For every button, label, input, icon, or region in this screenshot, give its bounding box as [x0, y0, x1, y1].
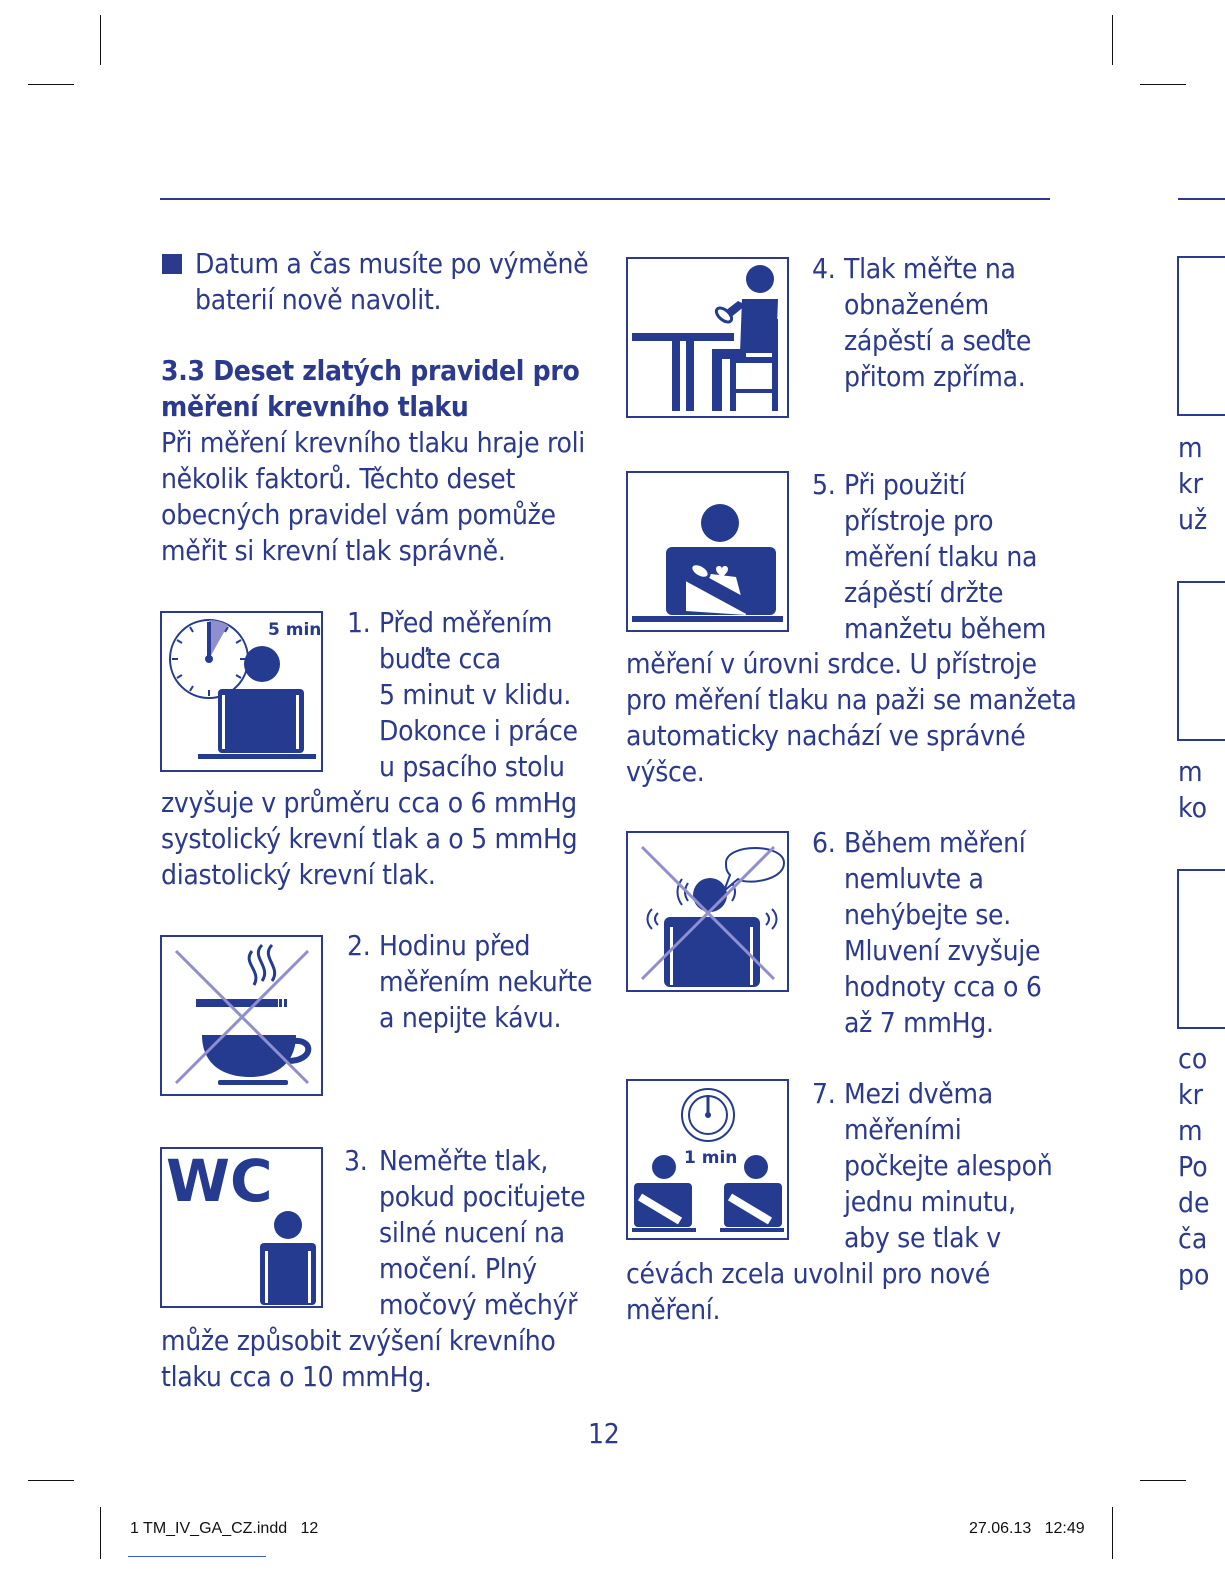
slug-filename: 1 TM_IV_GA_CZ.indd 12 — [130, 1520, 319, 1537]
text-line: Hodinu před — [379, 929, 531, 962]
text-line: Neměřte tlak, — [379, 1144, 549, 1177]
text-line: jednu minutu, — [844, 1185, 1016, 1218]
text-line: Dokonce i práce — [379, 714, 578, 747]
text-line: automaticky nachází ve správné — [626, 719, 1026, 752]
next-page-box — [1177, 256, 1225, 416]
crop-mark — [28, 1480, 74, 1481]
rule-5 — [812, 467, 1046, 647]
rule-1-continuation — [161, 785, 577, 893]
text-line: silné nucení na — [379, 1216, 565, 1249]
text-line: tlaku cca o 10 mmHg. — [161, 1360, 432, 1393]
next-page-box — [1177, 581, 1225, 741]
text-line: nehýbejte se. — [844, 898, 1011, 931]
text-line: Mezi dvěma — [844, 1077, 993, 1110]
text-line: ča — [1178, 1222, 1208, 1255]
text-line: m — [1178, 755, 1203, 788]
text-line: ko — [1178, 791, 1207, 824]
text-line: systolický krevní tlak a o 5 mmHg — [161, 822, 578, 855]
rule-number: 6. — [812, 826, 836, 859]
no-talking-moving-icon — [626, 831, 789, 992]
heading-line: 3.3 Deset zlatých pravidel pro — [161, 354, 580, 387]
text-line: zápěstí a seďte — [844, 324, 1032, 357]
text-line: zvyšuje v průměru cca o 6 mmHg — [161, 786, 577, 819]
text-line: několik faktorů. Těchto deset — [161, 462, 516, 495]
text-line: m — [1178, 431, 1203, 464]
crop-mark — [1140, 1480, 1186, 1481]
no-smoking-coffee-icon — [160, 935, 323, 1096]
text-line: Při měření krevního tlaku hraje roli — [161, 426, 585, 459]
rule-2 — [347, 928, 592, 1036]
icon-label: 1 min — [684, 1148, 738, 1168]
text-line: zápěstí držte — [844, 576, 1004, 609]
text-line: hodnoty cca o 6 — [844, 970, 1042, 1003]
text-line: po — [1178, 1258, 1210, 1291]
text-line: měřit si krevní tlak správně. — [161, 534, 506, 567]
text-line: močení. Plný — [379, 1252, 537, 1285]
text-line: obnaženém — [844, 288, 989, 321]
rule-4 — [812, 251, 1031, 395]
text-line: a nepijte kávu. — [379, 1001, 562, 1034]
text-line: už — [1178, 503, 1208, 536]
next-page-text — [1178, 430, 1207, 538]
rule-number: 1. — [347, 606, 371, 639]
icon-label: WC — [166, 1149, 273, 1215]
text-line: 5 minut v klidu. — [379, 678, 572, 711]
text-line: pro měření tlaku na paži se manžeta — [626, 683, 1077, 716]
heading-line: měření krevního tlaku — [161, 390, 469, 423]
text-line: měření v úrovni srdce. U přístroje — [626, 647, 1037, 680]
crop-mark — [100, 1507, 101, 1559]
next-page-text — [1178, 1041, 1210, 1293]
rule-7 — [812, 1076, 1052, 1256]
clock-rest-icon — [160, 611, 323, 772]
icon-label: 5 min — [268, 620, 321, 640]
next-page-box — [1177, 869, 1225, 1029]
rule-number: 3. — [344, 1144, 368, 1177]
text-line: aby se tlak v — [844, 1221, 1001, 1254]
bullet-note — [195, 246, 588, 318]
text-line: výšce. — [626, 755, 705, 788]
text-line: baterií nově navolit. — [195, 283, 442, 316]
section-intro — [161, 425, 585, 569]
crop-mark — [1140, 84, 1186, 85]
text-line: měřením nekuřte — [379, 965, 593, 998]
header-rule-next-page — [1178, 198, 1225, 200]
text-line: manžetu během — [844, 612, 1047, 645]
rule-number: 5. — [812, 468, 836, 501]
text-line: může způsobit zvýšení krevního — [161, 1324, 556, 1357]
cuff-heart-level-icon — [626, 471, 789, 632]
slug-date: 27.06.13 12:49 — [969, 1520, 1085, 1537]
text-line: Během měření — [844, 826, 1026, 859]
text-line: diastolický krevní tlak. — [161, 858, 436, 891]
sitting-person-icon — [626, 257, 789, 418]
crop-mark — [1112, 15, 1113, 65]
page-number: 12 — [588, 1417, 620, 1450]
rule-5-continuation — [626, 646, 1077, 790]
rule-1 — [347, 605, 578, 785]
rule-6 — [812, 825, 1042, 1041]
crop-mark — [1112, 1507, 1113, 1559]
rule-7-continuation — [626, 1256, 990, 1328]
next-page-text — [1178, 754, 1207, 826]
header-rule — [160, 198, 1050, 200]
text-line: kr — [1178, 467, 1203, 500]
text-line: Před měřením — [379, 606, 553, 639]
text-line: přístroje pro — [844, 504, 994, 537]
rule-number: 4. — [812, 252, 836, 285]
section-heading — [161, 353, 579, 425]
wc-icon — [160, 1147, 323, 1308]
crop-mark — [28, 84, 74, 85]
text-line: měření. — [626, 1293, 721, 1326]
rule-3-continuation — [161, 1323, 556, 1395]
rule-number: 7. — [812, 1077, 836, 1110]
text-line: m — [1178, 1114, 1203, 1147]
text-line: Po — [1178, 1150, 1208, 1183]
text-line: měření tlaku na — [844, 540, 1038, 573]
text-line: nemluvte a — [844, 862, 984, 895]
text-line: de — [1178, 1186, 1210, 1219]
crop-mark — [100, 15, 101, 65]
text-line: kr — [1178, 1078, 1203, 1111]
text-line: Tlak měřte na — [844, 252, 1016, 285]
text-line: až 7 mmHg. — [844, 1006, 994, 1039]
text-line: buďte cca — [379, 642, 501, 675]
text-line: cévách zcela uvolnil pro nové — [626, 1257, 990, 1290]
text-line: měřeními — [844, 1113, 962, 1146]
text-line: obecných pravidel vám pomůže — [161, 498, 556, 531]
slug-underline — [128, 1556, 266, 1557]
bullet-square-icon — [162, 254, 182, 274]
rule-number: 2. — [347, 929, 371, 962]
text-line: u psacího stolu — [379, 750, 565, 783]
text-line: Mluvení zvyšuje — [844, 934, 1041, 967]
text-line: Datum a čas musíte po výměně — [195, 247, 589, 280]
text-line: počkejte alespoň — [844, 1149, 1053, 1182]
text-line: přitom zpříma. — [844, 360, 1026, 393]
text-line: co — [1178, 1042, 1208, 1075]
rule-3 — [344, 1143, 585, 1323]
text-line: Při použití — [844, 468, 966, 501]
text-line: pokud pociťujete — [379, 1180, 586, 1213]
wait-one-minute-icon — [626, 1079, 789, 1240]
text-line: močový měchýř — [379, 1288, 578, 1321]
